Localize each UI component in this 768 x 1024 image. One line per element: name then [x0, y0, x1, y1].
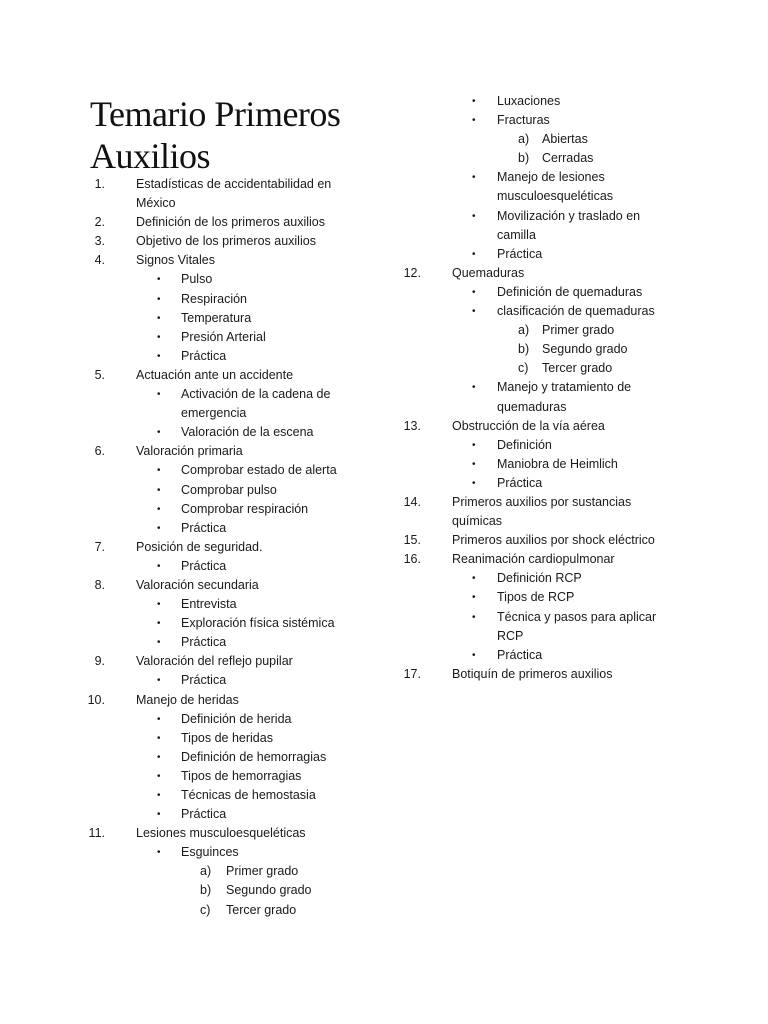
list-number: 8. — [94, 577, 105, 592]
list-item — [0, 340, 768, 359]
bullet-icon: • — [472, 592, 476, 604]
list-item — [0, 417, 768, 436]
list-item-text: Respiración — [181, 291, 248, 306]
list-item — [0, 187, 768, 206]
list-item — [0, 226, 768, 245]
list-item-text: Técnica y pasos para aplicar — [497, 609, 657, 624]
list-item — [0, 436, 768, 455]
list-item — [0, 843, 400, 862]
bullet-icon: • — [157, 790, 161, 801]
list-item-text: México — [136, 196, 176, 211]
list-item — [0, 901, 400, 920]
list-item-text: Tipos de RCP — [497, 590, 575, 605]
bullet-icon: • — [157, 293, 161, 305]
list-item-text: Quemaduras — [452, 265, 525, 280]
list-item-text: Definición de hemorragias — [181, 749, 327, 764]
bullet-icon: • — [157, 274, 161, 286]
list-item-text: Manejo de heridas — [136, 692, 239, 707]
list-item-text: Manejo de lesiones — [497, 170, 605, 185]
bullet-icon: • — [157, 389, 161, 401]
list-item — [0, 493, 768, 512]
bullet-icon: • — [157, 312, 161, 324]
list-item-text: Esguinces — [181, 845, 239, 860]
list-item — [0, 283, 768, 302]
list-item-text: quemaduras — [497, 399, 567, 414]
right-column-list — [0, 92, 768, 684]
bullet-icon: • — [472, 286, 476, 298]
bullet-icon: • — [472, 477, 476, 489]
list-item — [0, 767, 400, 786]
bullet-icon: • — [157, 503, 161, 515]
list-item-text: Pulso — [181, 272, 213, 287]
list-letter: b) — [200, 883, 212, 898]
list-letter: b) — [518, 151, 530, 166]
list-item-text: emergencia — [181, 406, 247, 421]
list-item-text: clasificación de quemaduras — [497, 304, 655, 319]
list-item — [0, 378, 768, 397]
bullet-icon: • — [157, 484, 161, 496]
list-item-text: Definición RCP — [497, 571, 582, 586]
list-item-text: Reanimación cardiopulmonar — [452, 552, 615, 567]
bullet-icon: • — [157, 732, 161, 744]
bullet-icon: • — [157, 522, 161, 534]
list-item-text: Fracturas — [497, 113, 550, 128]
list-item-text: Segundo grado — [542, 342, 628, 357]
list-item — [0, 168, 768, 187]
list-number: 15. — [403, 533, 421, 548]
list-item-text: Tipos de hemorragias — [181, 768, 302, 783]
list-item-text: Manejo y tratamiento de — [497, 380, 632, 395]
bullet-icon: • — [157, 770, 161, 782]
list-item-text: químicas — [452, 514, 503, 529]
list-item — [0, 691, 400, 710]
list-item-text: Botiquín de primeros auxilios — [452, 666, 613, 681]
list-item — [0, 569, 768, 588]
list-item — [0, 748, 400, 767]
bullet-icon: • — [157, 331, 161, 343]
list-item-text: Signos Vitales — [136, 253, 215, 268]
list-item-text: Valoración secundaria — [136, 577, 259, 592]
list-letter: c) — [200, 902, 211, 917]
bullet-icon: • — [157, 809, 161, 821]
list-number: 7. — [94, 539, 105, 554]
list-item-text: Luxaciones — [497, 94, 561, 108]
list-item-text: Cerradas — [542, 151, 594, 166]
list-item-text: Práctica — [497, 647, 543, 662]
list-item — [0, 264, 768, 283]
list-item-text: Práctica — [181, 807, 227, 822]
list-item — [0, 130, 768, 149]
list-item-text: Presión Arterial — [181, 329, 266, 344]
list-number: 1. — [94, 177, 105, 191]
list-item-text: Movilización y traslado en — [497, 208, 641, 223]
list-item-text: Definición de quemaduras — [497, 284, 643, 299]
list-item — [0, 824, 400, 843]
bullet-icon: • — [472, 382, 476, 394]
list-number: 16. — [403, 552, 421, 567]
bullet-icon: • — [157, 465, 161, 477]
bullet-icon: • — [157, 675, 161, 687]
list-letter: a) — [518, 132, 530, 147]
list-number: 5. — [94, 367, 105, 382]
bullet-icon: • — [472, 210, 476, 222]
list-item-text: Práctica — [497, 246, 543, 261]
list-item — [0, 92, 768, 111]
list-item-text: Lesiones musculoesqueléticas — [136, 826, 306, 841]
list-item-text: camilla — [497, 227, 536, 242]
list-item-text: Práctica — [181, 348, 227, 363]
list-item-text: Tercer grado — [542, 361, 613, 376]
list-item — [0, 149, 768, 168]
list-number: 9. — [94, 654, 105, 669]
bullet-icon: • — [472, 306, 476, 318]
bullet-icon: • — [472, 611, 476, 623]
list-item-text: Maniobra de Heimlich — [497, 456, 618, 471]
list-letter: c) — [518, 361, 529, 376]
list-item-text: Tercer grado — [226, 902, 297, 917]
list-item — [0, 786, 400, 805]
document-title-line-2: Auxilios — [90, 136, 211, 176]
bullet-icon: • — [472, 649, 476, 661]
list-item — [0, 881, 400, 900]
list-item — [0, 531, 768, 550]
bullet-icon: • — [472, 115, 476, 127]
list-item-text: Comprobar respiración — [181, 501, 309, 516]
bullet-icon: • — [472, 172, 476, 184]
list-item-text: Definición — [497, 437, 552, 452]
bullet-icon: • — [157, 751, 161, 763]
list-item — [0, 805, 400, 824]
list-item-text: Primer grado — [542, 323, 615, 338]
list-item-text: Posición de seguridad. — [136, 539, 263, 554]
bullet-icon: • — [472, 573, 476, 585]
list-item — [0, 710, 400, 729]
bullet-icon: • — [157, 637, 161, 649]
list-item-text: Obstrucción de la vía aérea — [452, 418, 605, 433]
bullet-icon: • — [157, 599, 161, 611]
list-item-text: Estadísticas de accidentabilidad en — [136, 177, 332, 191]
list-item-text: Primeros auxilios por shock eléctrico — [452, 533, 655, 548]
bullet-icon: • — [472, 96, 476, 107]
bullet-icon: • — [157, 560, 161, 572]
bullet-icon: • — [472, 458, 476, 470]
bullet-icon: • — [472, 248, 476, 260]
list-item — [0, 398, 768, 417]
bullet-icon: • — [157, 618, 161, 630]
list-letter: a) — [518, 323, 530, 338]
bullet-icon: • — [157, 350, 161, 362]
list-item — [0, 862, 400, 881]
list-item-text: RCP — [497, 628, 524, 643]
list-number: 12. — [403, 265, 421, 280]
list-number: 4. — [94, 253, 105, 268]
list-item-text: musculoesqueléticas — [497, 189, 614, 204]
list-item-text: Entrevista — [181, 597, 237, 612]
list-item — [0, 646, 768, 665]
list-item-text: Abiertas — [542, 132, 588, 147]
list-number: 3. — [94, 234, 105, 249]
document-title-line-1: Temario Primeros — [90, 94, 341, 134]
list-item — [0, 512, 768, 531]
list-item-text: Actuación ante un accidente — [136, 367, 294, 382]
list-item-text: Comprobar pulso — [181, 482, 277, 497]
list-number: 11. — [88, 826, 105, 841]
list-item-text: Técnicas de hemostasia — [181, 788, 316, 802]
list-item-text: Objetivo de los primeros auxilios — [136, 234, 316, 249]
list-item — [0, 729, 400, 748]
list-item-text: Práctica — [181, 558, 227, 573]
list-number: 14. — [403, 494, 421, 509]
list-item — [0, 665, 768, 684]
list-item-text: Práctica — [181, 635, 227, 650]
list-item — [0, 455, 768, 474]
list-item-text: Valoración de la escena — [181, 425, 314, 440]
list-item — [0, 245, 768, 264]
list-item-text: Activación de la cadena de — [181, 387, 331, 402]
list-item — [0, 111, 768, 130]
list-item-text: Práctica — [497, 475, 543, 490]
list-letter: a) — [200, 864, 212, 879]
list-item-text: Valoración del reflejo pupilar — [136, 654, 293, 669]
list-item-text: Segundo grado — [226, 883, 312, 898]
list-letter: b) — [518, 342, 530, 357]
list-number: 2. — [94, 215, 105, 230]
list-item — [0, 359, 768, 378]
list-item — [0, 321, 768, 340]
list-item-text: Definición de los primeros auxilios — [136, 215, 325, 230]
list-item-text: Primeros auxilios por sustancias — [452, 494, 632, 509]
list-number: 13. — [403, 418, 421, 433]
list-item — [0, 608, 768, 627]
list-number: 17. — [403, 666, 421, 681]
bullet-icon: • — [157, 713, 161, 725]
list-item — [0, 627, 768, 646]
bullet-icon: • — [157, 427, 161, 439]
list-item-text: Comprobar estado de alerta — [181, 463, 337, 478]
list-item — [0, 302, 768, 321]
list-item-text: Valoración primaria — [136, 444, 243, 459]
list-item-text: Práctica — [181, 520, 227, 535]
list-item-text: Exploración física sistémica — [181, 616, 335, 631]
list-item-text: Tipos de heridas — [181, 730, 273, 745]
list-item-text: Temperatura — [181, 310, 252, 325]
list-item-text: Primer grado — [226, 864, 299, 879]
list-item — [0, 588, 768, 607]
list-number: 6. — [94, 444, 105, 459]
list-item — [0, 550, 768, 569]
bullet-icon: • — [157, 847, 161, 859]
list-item-text: Definición de herida — [181, 711, 292, 726]
list-number: 10. — [87, 692, 105, 707]
list-item-text: Práctica — [181, 673, 227, 688]
list-item — [0, 207, 768, 226]
list-item — [0, 474, 768, 493]
bullet-icon: • — [472, 439, 476, 451]
